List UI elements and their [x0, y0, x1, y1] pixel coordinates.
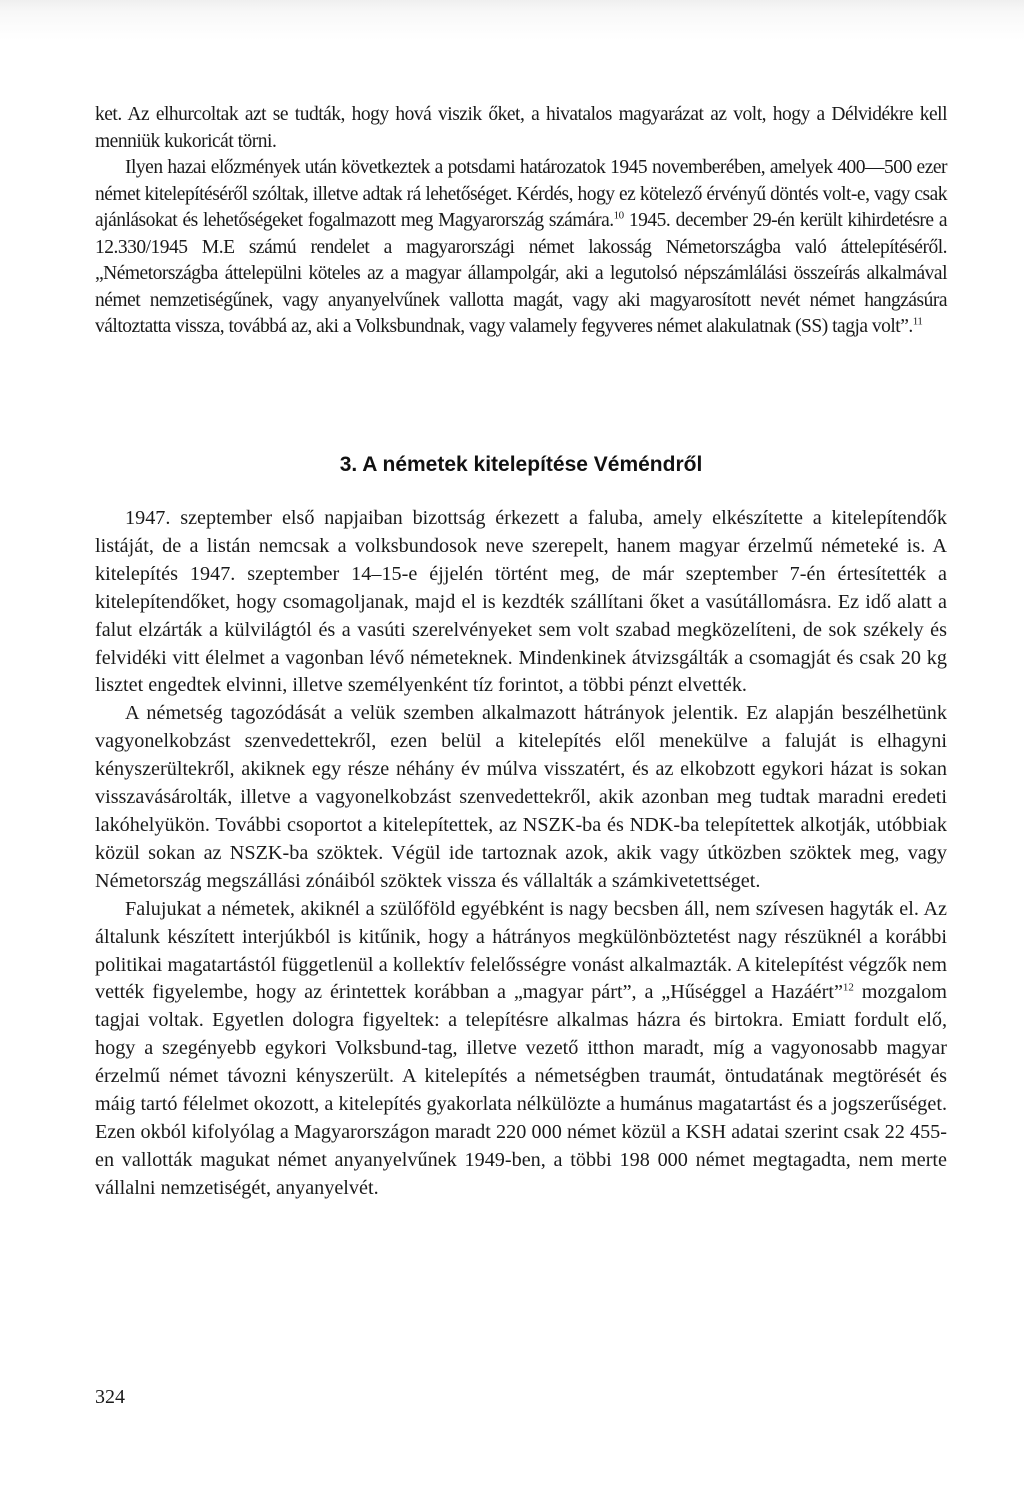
- paragraph-text: Ilyen hazai előzmények után következtek a potsdami határozatok 1945 novemberében, amelyek 400—500 ezer német kitelepítéséről szóltak, illetve adtak rá lehetőséget. Kérdés, hogy ez kötelező érvényű döntés volt-e, vagy csak ajánlásokat és lehetőségeket fogalmazott meg Magyarország számára.: [95, 157, 947, 231]
- paragraph-text: Falujukat a németek, akiknél a szülőföld egyébként is nagy becsben áll, nem szívesen hagyták el. Az általunk készített interjúkból is kitűnik, hogy a hátrányos megkülönböztetést nagy részüknél a korábbi politikai magatartástól függetlenül a kollektív felelősségre vonást alkalmazták. A kitelepítést végzők nem vették figyelembe, hogy az érintettek korábban a „magyar párt”, a „Hűséggel a Hazáért”: [95, 897, 947, 1004]
- main-text-block: [95, 505, 947, 1203]
- paragraph-text: mozgalom tagjai voltak. Egyetlen dologra figyeltek: a telepítésre alkalmas házra és birtokra. Emiatt fordult elő, hogy a szegényebb egykori Volksbund-tag, illetve vezető itthon maradt, míg a vagyonosabb magyar érzelmű német távozni kényszerült. A kitelepítés a németségben traumát, öntudatának megtörését és máig tartó félelmet okozott, a kitelepítés gyakorlata nélkülözte a humánus magatartást és a jogszerűséget. Ezen okból kifolyólag a Magyarországon maradt 220 000 német közül a KSH adatai szerint csak 22 455-en vallották magukat német anyanyelvűnek 1949-ben, a többi 198 000 német megtagadta, nem merte vállalni nemzetiségét, anyanyelvét.: [95, 981, 947, 1199]
- paragraph-1947: [95, 505, 947, 700]
- scan-edge-shadow: [0, 0, 1024, 40]
- paragraph-text: A németség tagozódását a velük szemben alkalmazott hátrányok jelentik. Ez alapján beszélhetünk vagyonelkobzást szenvedettekről, ezen belül a kitelepítés elől menekülve a faluját is elhagyni kényszerültekről, akiknek egy része néhány év múlva visszatért, és az elkobzott egykori házat is sokan visszavásárolták, illetve a vagyonelkobzást szenvedettekről, akik azonban meg tudtak maradni eredeti lakóhelyükön. További csoportot a kitelepítettek, az NSZK-ba és NDK-ba telepítettek alkotják, utóbbiak közül sokan az NSZK-ba szöktek. Végül ide tartoznak azok, akik vagy útközben szöktek meg, vagy Németország megszállási zónáiból szöktek vissza és vállalták a számkivetettséget.: [95, 702, 947, 892]
- paragraph-text: 1945. december 29-én került kihirdetésre a 12.330/1945 M.E számú rendelet a magyarországi német lakosság Németországba való áttelepítéséről. „Németországba áttelepülni köteles az a magyar állampolgár, aki a legutolsó népszámlálási összeírás alkalmával német nemzetiségűnek, vagy anyanyelvűnek vallotta magát, vagy aki magyarosított nevét német hangzásúra változtatta vissza, továbbá az, aki a Volksbundnak, vagy valamely fegyveres német alakulatnak (SS) tagja volt”.: [95, 210, 947, 337]
- top-text-block: [95, 102, 947, 341]
- paragraph-text: 1947. szeptember első napjaiban bizottság érkezett a faluba, amely elkészítette a kitelepítendők listáját, de a listán nemcsak a volksbundosok neve szerepelt, hanem magyar érzelmű németeké is. A kitelepítés 1947. szeptember 14–15-e éjjelén történt meg, de már szeptember 7-én értesítették a kitelepítendőket, hogy csomagoljanak, majd el is kezdték szállítani őket a vasútállomásra. Ez idő alatt a falut elzárták a külvilágtól és a vasúti szerelvényeket sem volt szabad megközelíteni, de sok székely és felvidéki vitt élelmet a vagonban lévő németeknek. Mindenkinek átvizsgálták a csomagját és csak 20 kg lisztet engedtek elvinni, illetve személyenként tíz forintot, a többi pénzt elvették.: [95, 507, 947, 697]
- paragraph-continuation: [95, 102, 947, 155]
- paragraph-tagozodas: [95, 700, 947, 895]
- page-number: 324: [95, 1386, 125, 1408]
- footnote-ref-11: 11: [912, 315, 923, 328]
- footnote-ref-10: 10: [613, 209, 624, 222]
- paragraph-text: ket. Az elhurcoltak azt se tudták, hogy hová viszik őket, a hivatalos magyarázat az volt, hogy a Délvidékre kell menniük kukoricát törni.: [95, 104, 947, 152]
- paragraph-potsdam: [95, 155, 947, 341]
- section-heading: 3. A németek kitelepítése Véméndről: [339, 453, 703, 476]
- paragraph-falujukat: [95, 896, 947, 1203]
- footnote-ref-12: 12: [842, 981, 854, 994]
